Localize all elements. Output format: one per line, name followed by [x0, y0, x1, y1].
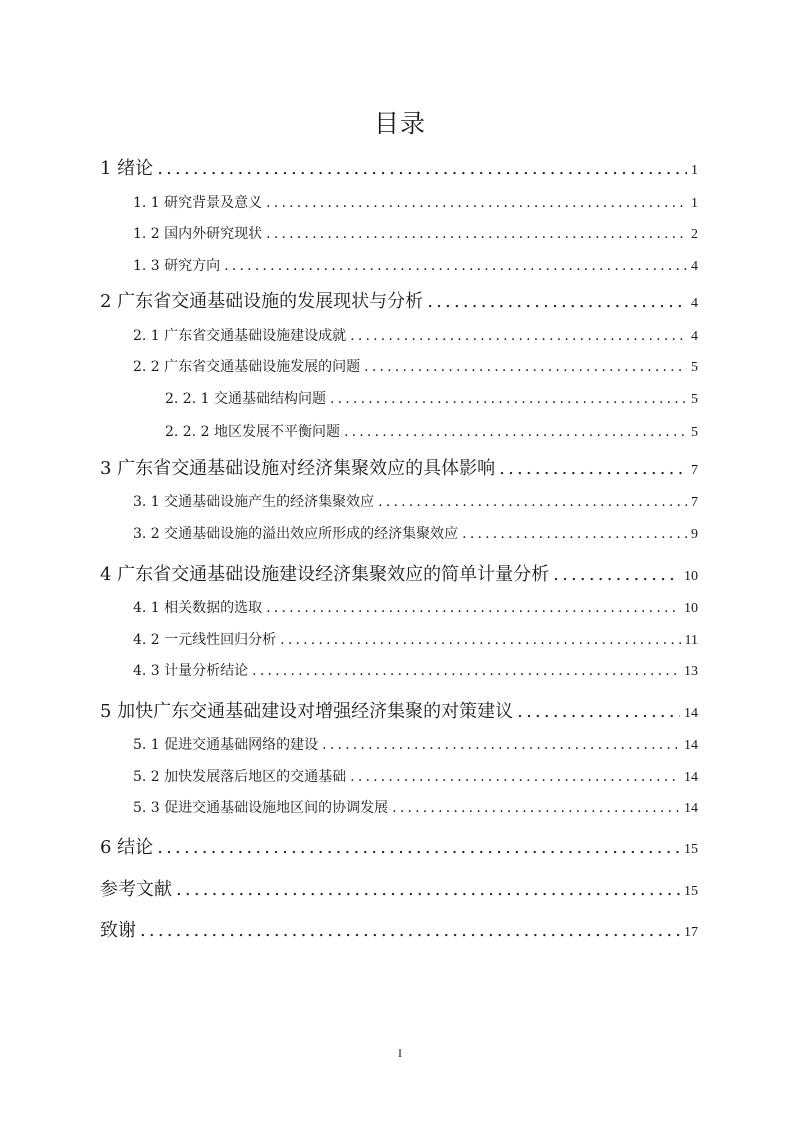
dot-leader — [266, 226, 687, 242]
toc-entry-label: 6 结论 — [100, 837, 154, 858]
toc-entry-label: 2. 2. 1 交通基础结构问题 — [165, 391, 326, 407]
toc-entry[interactable] — [133, 660, 698, 682]
toc-entry[interactable] — [100, 833, 698, 859]
dot-leader — [330, 391, 687, 407]
toc-entry-label: 4. 1 相关数据的选取 — [133, 600, 263, 616]
toc-entry[interactable] — [100, 154, 698, 180]
toc-entry[interactable] — [133, 192, 698, 214]
toc-entry-page: 14 — [684, 738, 698, 753]
toc-entry-label: 1. 3 研究方向 — [133, 258, 221, 274]
toc-entry-label: 5. 2 加快发展落后地区的交通基础 — [133, 769, 347, 785]
toc-entry-label: 5. 1 促进交通基础网络的建设 — [133, 737, 319, 753]
dot-leader — [427, 291, 687, 312]
page-number: I — [398, 1046, 402, 1060]
dot-leader — [252, 663, 680, 679]
toc-entry-label: 4. 2 一元线性回归分析 — [133, 632, 277, 648]
toc-entry-label: 致谢 — [100, 920, 136, 941]
toc-entry[interactable] — [133, 797, 698, 819]
dot-leader — [344, 424, 687, 440]
toc-entry-page: 5 — [691, 360, 698, 375]
toc-entry-label: 3. 1 交通基础设施产生的经济集聚效应 — [133, 494, 375, 510]
toc-entry-label: 2. 2 广东省交通基础设施发展的问题 — [133, 359, 361, 375]
toc-entry[interactable] — [133, 629, 698, 651]
toc-entry[interactable] — [133, 356, 698, 378]
toc-entry-label: 2 广东省交通基础设施的发展现状与分析 — [100, 291, 424, 312]
toc-entry-page: 1 — [691, 163, 698, 178]
toc-entry-label: 4 广东省交通基础设施建设经济集聚效应的简单计量分析 — [100, 564, 550, 585]
toc-entry-page: 1 — [691, 196, 698, 211]
toc-entry-label: 1 绪论 — [100, 158, 154, 179]
toc-entry[interactable] — [100, 287, 698, 313]
dot-leader — [378, 494, 687, 510]
dot-leader — [392, 800, 680, 816]
dot-leader — [350, 328, 687, 344]
dot-leader — [224, 258, 687, 274]
dot-leader — [140, 920, 680, 941]
toc-entry-page: 10 — [684, 601, 698, 616]
toc-entry[interactable] — [133, 255, 698, 277]
toc-entry-label: 5 加快广东交通基础建设对增强经济集聚的对策建议 — [100, 701, 514, 722]
toc-entry-page: 7 — [691, 495, 698, 510]
toc-entry-page: 2 — [691, 227, 698, 242]
toc-entry[interactable] — [133, 523, 698, 545]
toc-title: 目录 — [373, 109, 426, 138]
dot-leader — [266, 600, 680, 616]
toc-entry-page: 4 — [691, 329, 698, 344]
toc-entry-label: 4. 3 计量分析结论 — [133, 663, 249, 679]
toc-entry-page: 7 — [691, 463, 698, 478]
toc-entry[interactable] — [133, 597, 698, 619]
toc-entry[interactable] — [133, 734, 698, 756]
dot-leader — [553, 564, 680, 585]
toc-entry-page: 4 — [691, 296, 698, 311]
toc-entry-page: 14 — [684, 770, 698, 785]
toc-entry-label: 2. 2. 2 地区发展不平衡问题 — [165, 424, 340, 440]
toc-entry[interactable] — [133, 766, 698, 788]
toc-entry-page: 15 — [684, 842, 698, 857]
toc-entry-page: 15 — [684, 884, 698, 899]
toc-entry[interactable] — [133, 325, 698, 347]
toc-entry-page: 9 — [691, 527, 698, 542]
toc-entry-label: 参考文献 — [100, 879, 172, 900]
dot-leader — [157, 837, 680, 858]
toc-entry-page: 10 — [684, 569, 698, 584]
dot-leader — [499, 458, 687, 479]
toc-entry[interactable] — [100, 875, 698, 901]
toc-entry-label: 2. 1 广东省交通基础设施建设成就 — [133, 328, 347, 344]
toc-entry-page: 4 — [691, 259, 698, 274]
dot-leader — [364, 359, 687, 375]
toc-entry-label: 3 广东省交通基础设施对经济集聚效应的具体影响 — [100, 458, 496, 479]
toc-entry-label: 1. 1 研究背景及意义 — [133, 195, 263, 211]
dot-leader — [462, 526, 687, 542]
toc-entry[interactable] — [133, 491, 698, 513]
toc-entry-page: 5 — [691, 425, 698, 440]
toc-entry-label: 1. 2 国内外研究现状 — [133, 226, 263, 242]
toc-entry[interactable] — [165, 388, 698, 410]
toc-entry[interactable] — [100, 454, 698, 480]
toc-entry[interactable] — [133, 223, 698, 245]
dot-leader — [322, 737, 680, 753]
dot-leader — [280, 632, 680, 648]
dot-leader — [266, 195, 687, 211]
toc-entry-page: 11 — [684, 633, 698, 648]
toc-entry-label: 3. 2 交通基础设施的溢出效应所形成的经济集聚效应 — [133, 526, 459, 542]
toc-entry-page: 13 — [684, 664, 698, 679]
dot-leader — [350, 769, 680, 785]
dot-leader — [517, 701, 680, 722]
toc-entry-page: 17 — [684, 925, 698, 940]
toc-entry-page: 14 — [684, 801, 698, 816]
toc-entry-page: 5 — [691, 392, 698, 407]
dot-leader — [157, 158, 687, 179]
toc-entry[interactable] — [100, 697, 698, 723]
dot-leader — [176, 879, 680, 900]
toc-entry[interactable] — [165, 421, 698, 443]
toc-entry[interactable] — [100, 916, 698, 942]
toc-entry-label: 5. 3 促进交通基础设施地区间的协调发展 — [133, 800, 389, 816]
toc-entry[interactable] — [100, 560, 698, 586]
toc-entry-page: 14 — [684, 706, 698, 721]
